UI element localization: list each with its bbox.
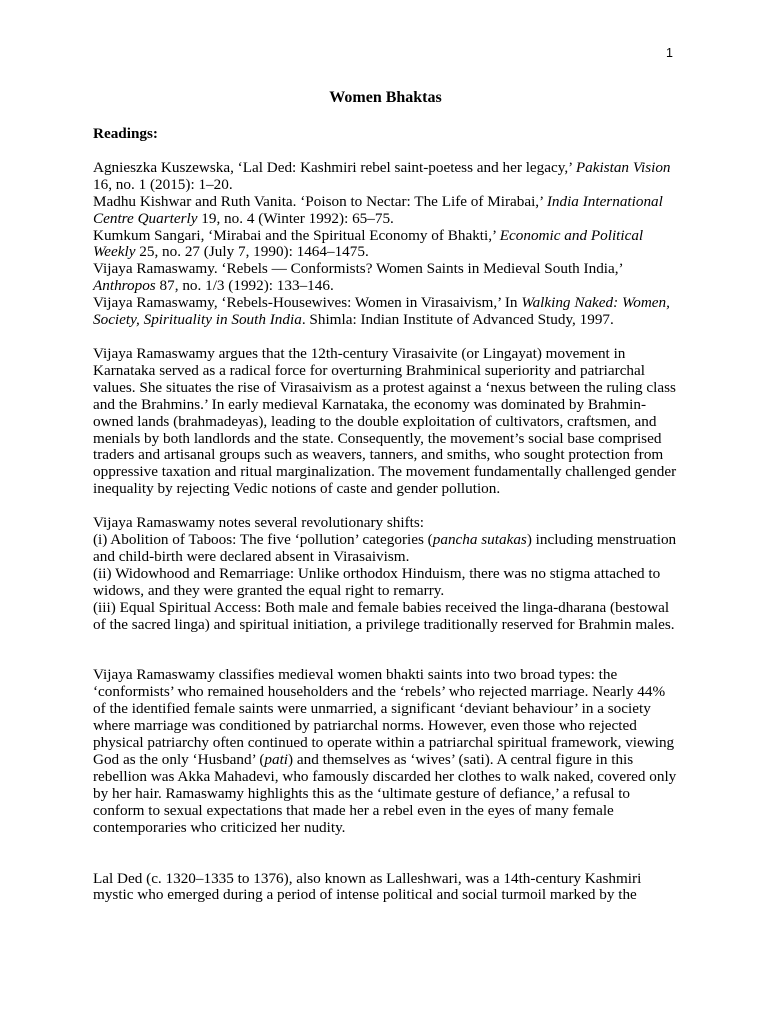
shift-item: (ii) Widowhood and Remarriage: Unlike orthodox Hinduism, there was no stigma attached to widows, and they were granted the equal right to remarry. xyxy=(93,564,661,599)
reading-citation: . Shimla: Indian Institute of Advanced Study, 1997. xyxy=(301,311,614,329)
reading-text: Vijaya Ramaswamy, ‘Rebels-Housewives: Women in Virasaivism,’ In xyxy=(93,294,522,312)
readings-heading: Readings: xyxy=(93,125,158,142)
paragraph-women-saints: Vijaya Ramaswamy classifies medieval women bhakti saints into two broad types: the ‘conformists’ who remained householders and the ‘rebels’ who rejected marriage. Nearly 44% of the identified female saints were unmarried, a significant ‘deviant behaviour’ in a society where marriage was conditioned by patriarchal norms. However, even those who rejected physical patriarchy often continued to operate within a patriarchal spiritual framework, viewing God as the only ‘Husband’ (pati) and themselves as ‘wives’ (sati). A central figure in this rebellion was Akka Mahadevi, who famously discarded her clothes to walk naked, covered only by her hair. Ramaswamy highlights this as the ‘ultimate gesture of defiance,’ a refusal to conform to sexual expectations that made her a rebel even in the eyes of many female contemporaries who criticized her nudity. xyxy=(93,666,677,836)
reading-citation: 25, no. 27 (July 7, 1990): 1464–1475. xyxy=(135,243,369,261)
paragraph-lal-ded: Lal Ded (c. 1320–1335 to 1376), also known as Lalleshwari, was a 14th-century Kashmiri mystic who emerged during a period of intense political and social turmoil marked by the xyxy=(93,869,642,904)
reading-source-title: Economic and Political Weekly xyxy=(93,226,644,261)
paragraph-virasaivite-movement: Vijaya Ramaswamy argues that the 12th-century Virasaivite (or Lingayat) movement in Karnataka served as a radical force for overturning Brahminical superiority and patriarchal values. She situates the rise of Virasaivism as a protest against a ‘nexus between the ruling class and the Brahmins.’ In early medieval Karnataka, the economy was dominated by Brahmin-owned lands (brahmadeyas), leading to the double exploitation of cultivators, craftsmen, and menials by both landlords and the state. Consequently, the movement’s social base comprised traders and artisanal groups such as weavers, tanners, and smiths, who sought protection from oppressive taxation and ritual marginalization. The movement fundamentally challenged gender inequality by rejecting Vedic notions of caste and gender pollution. xyxy=(93,344,677,498)
reading-text: Agnieszka Kuszewska, ‘Lal Ded: Kashmiri rebel saint-poetess and her legacy,’ xyxy=(93,158,576,176)
reading-text: Madhu Kishwar and Ruth Vanita. ‘Poison to Nectar: The Life of Mirabai,’ xyxy=(93,192,547,210)
shift-item: (iii) Equal Spiritual Access: Both male and female babies received the linga-dharana (bestowal of the sacred linga) and spiritual initiation, a privilege traditionally reserved for Brahmin males. xyxy=(93,598,675,633)
reading-source-title: Anthropos xyxy=(93,277,156,295)
shifts-intro: Vijaya Ramaswamy notes several revolutionary shifts: xyxy=(93,514,425,532)
document-body xyxy=(93,89,678,904)
readings-list xyxy=(93,160,678,329)
reading-text: Vijaya Ramaswamy. ‘Rebels — Conformists? Women Saints in Medieval South India,’ xyxy=(93,260,623,278)
reading-source-title: Walking Naked: Women, Society, Spirituality in South India xyxy=(93,294,670,329)
reading-citation: 19, no. 4 (Winter 1992): 65–75. xyxy=(197,209,394,227)
document-title: Women Bhaktas xyxy=(329,89,442,106)
reading-text: Kumkum Sangari, ‘Mirabai and the Spiritual Economy of Bhakti,’ xyxy=(93,226,500,244)
reading-item xyxy=(93,261,678,295)
page-number: 1 xyxy=(666,46,673,60)
reading-citation: 87, no. 1/3 (1992): 133–146. xyxy=(155,277,334,295)
reading-item xyxy=(93,295,678,329)
revolutionary-shifts xyxy=(93,515,678,633)
reading-source-title: India International Centre Quarterly xyxy=(93,192,663,227)
reading-item xyxy=(93,228,678,262)
reading-item xyxy=(93,194,678,228)
reading-item xyxy=(93,160,678,194)
shift-item: (i) Abolition of Taboos: The five ‘pollution’ categories (pancha sutakas) including menstruation and child-birth were declared absent in Virasaivism. xyxy=(93,531,677,565)
reading-citation: 16, no. 1 (2015): 1–20. xyxy=(93,175,233,193)
reading-source-title: Pakistan Vision xyxy=(575,158,671,176)
